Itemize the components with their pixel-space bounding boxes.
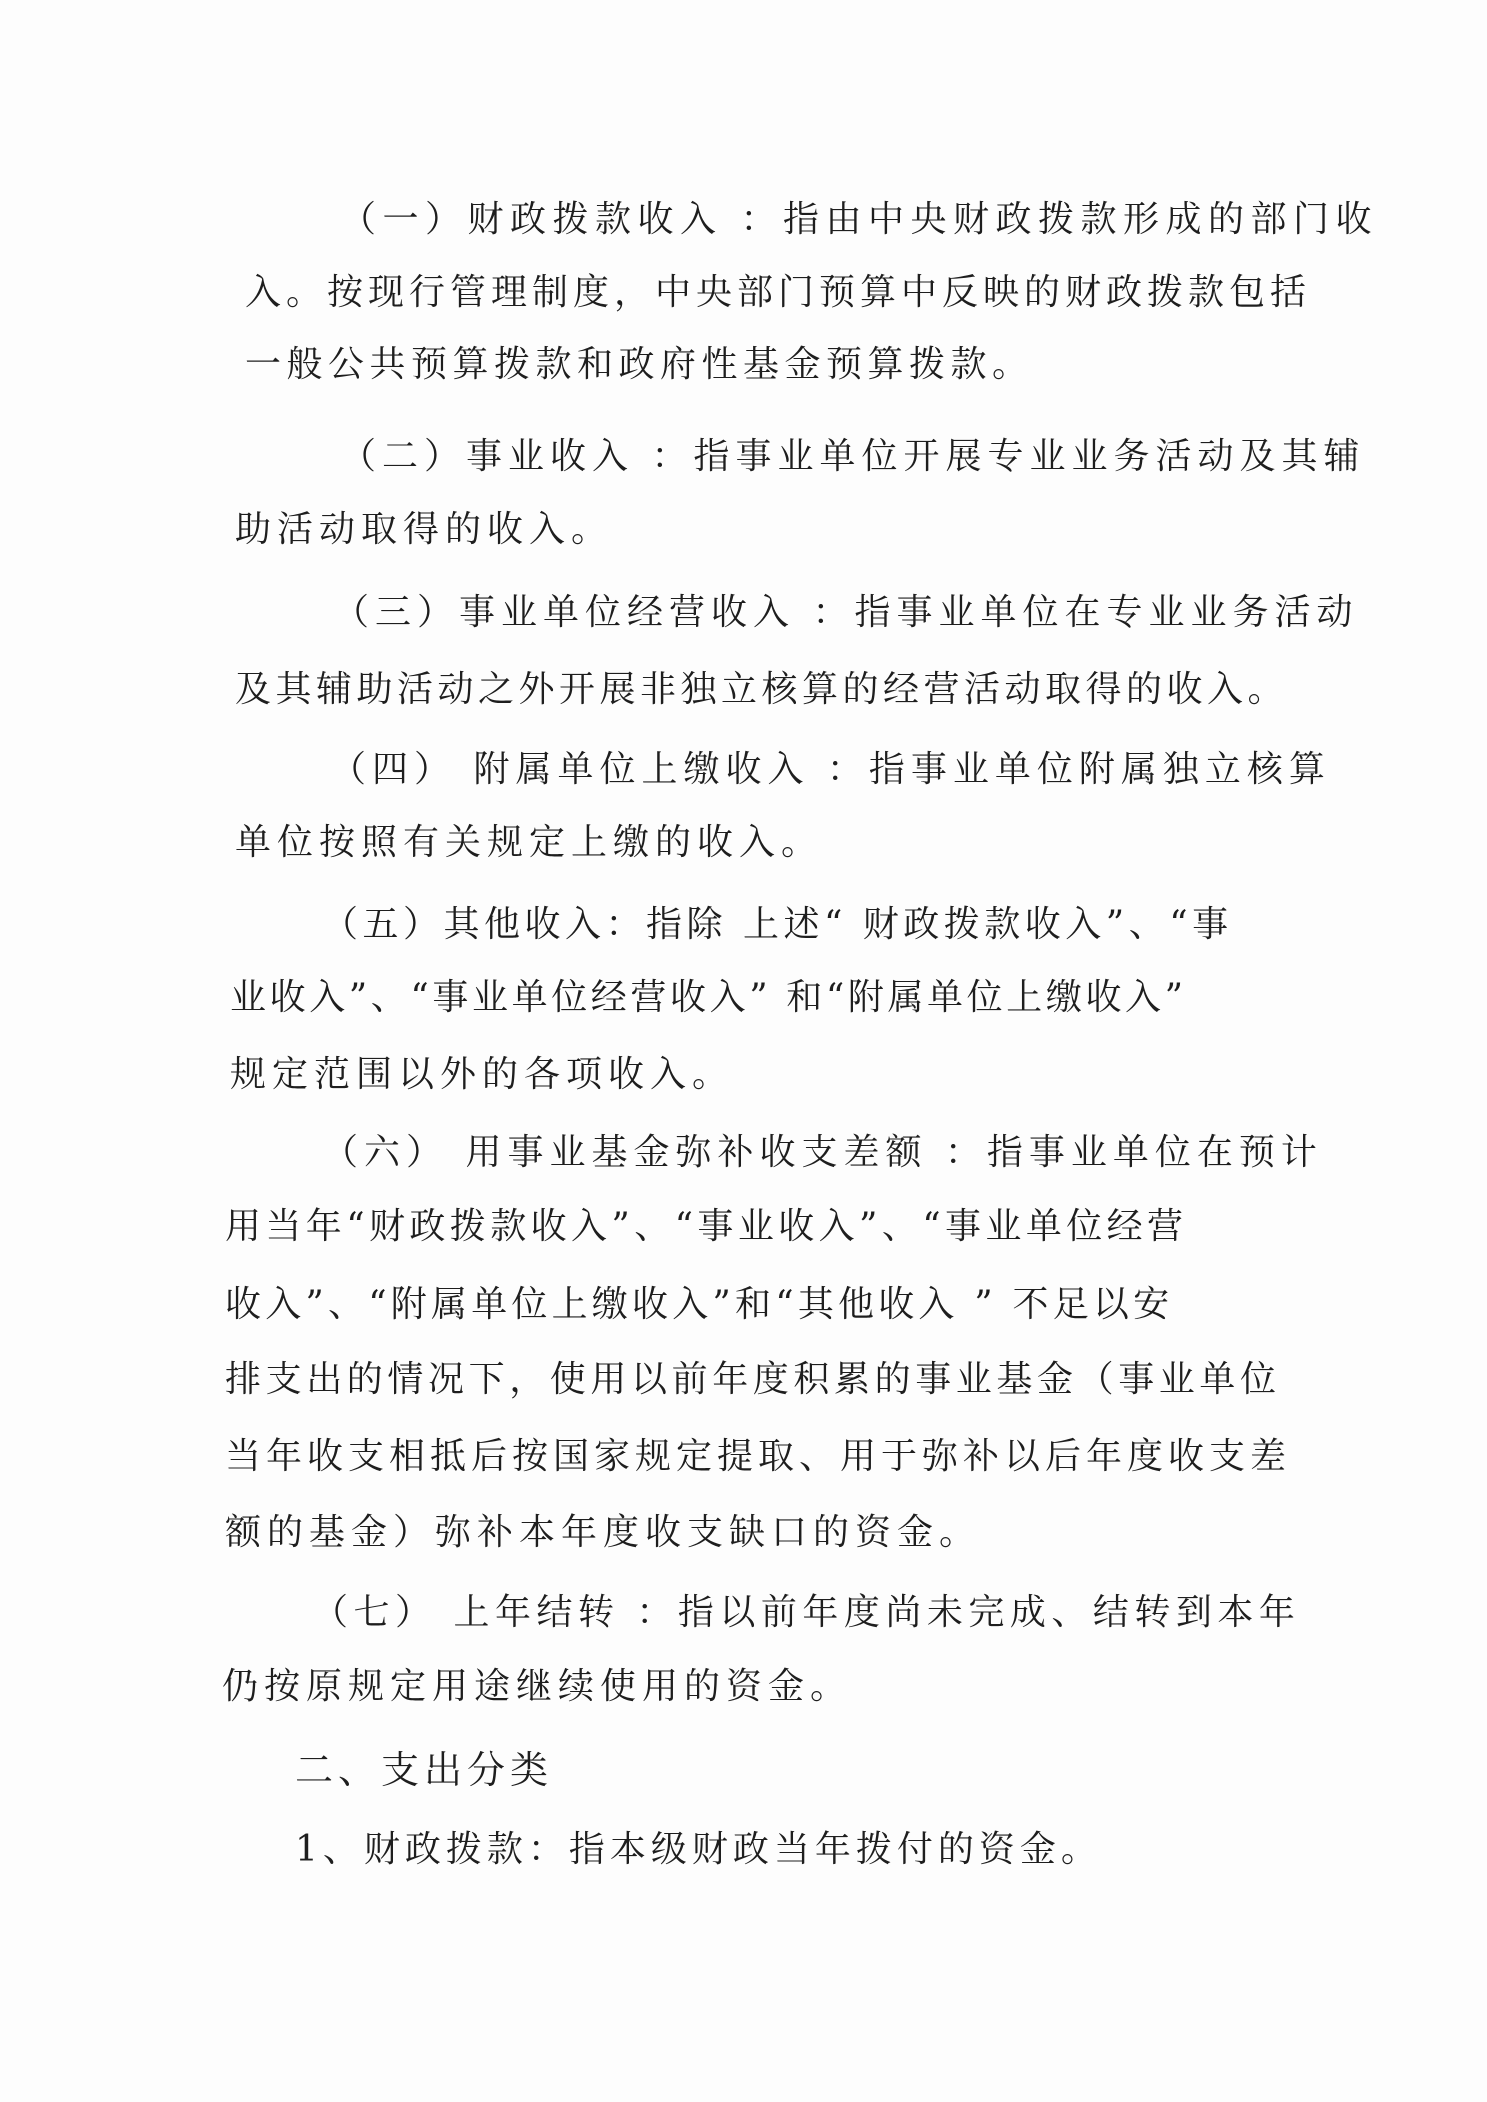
text-line-6: （三）事业单位经营收入 ：指事业单位在专业业务活动 [333, 592, 1359, 633]
text-line-17: 当年收支相抵后按国家规定提取、用于弥补以后年度收支差 [225, 1436, 1292, 1477]
text-line-4: （二）事业收入 ：指事业单位开展专业业务活动及其辅 [340, 436, 1366, 477]
text-line-5: 助活动取得的收入。 [235, 509, 614, 550]
text-line-7: 及其辅助活动之外开展非独立核算的经营活动取得的收入。 [235, 669, 1289, 710]
text-line-18: 额的基金）弥补本年度收支缺口的资金。 [225, 1512, 982, 1553]
text-line-10: （五）其他收入：指除 上述“ 财政拨款收入”、“事 [322, 904, 1233, 945]
text-line-12: 规定范围以外的各项收入。 [230, 1054, 735, 1095]
text-line-20: 仍按原规定用途继续使用的资金。 [222, 1666, 853, 1707]
text-line-8: （四） 附属单位上缴收入 ：指事业单位附属独立核算 [330, 749, 1331, 790]
section-heading: 二、支出分类 [295, 1748, 554, 1792]
text-line-19: （七） 上年结转 ：指以前年度尚未完成、结转到本年 [312, 1592, 1301, 1633]
text-line-16: 排支出的情况下，使用以前年度积累的事业基金（事业单位 [225, 1359, 1281, 1400]
text-line-11: 业收入”、“事业单位经营收入” 和“附属单位上缴收入” [230, 977, 1187, 1018]
text-line-1: （一）财政拨款收入 ：指由中央财政拨款形成的部门收 [340, 199, 1378, 240]
text-line-15: 收入”、“附属单位上缴收入”和“其他收入 ” 不足以安 [225, 1284, 1174, 1325]
text-line-13: （六） 用事业基金弥补收支差额 ：指事业单位在预计 [322, 1132, 1323, 1173]
text-line-14: 用当年“财政拨款收入”、“事业收入”、“事业单位经营 [225, 1206, 1188, 1247]
text-line-9: 单位按照有关规定上缴的收入。 [235, 822, 824, 863]
text-line-3: 一般公共预算拨款和政府性基金预算拨款。 [245, 344, 1034, 385]
text-line-2: 入。按现行管理制度，中央部门预算中反映的财政拨款包括 [245, 272, 1312, 313]
text-line-22: 1、财政拨款：指本级财政当年拨付的资金。 [295, 1829, 1102, 1870]
